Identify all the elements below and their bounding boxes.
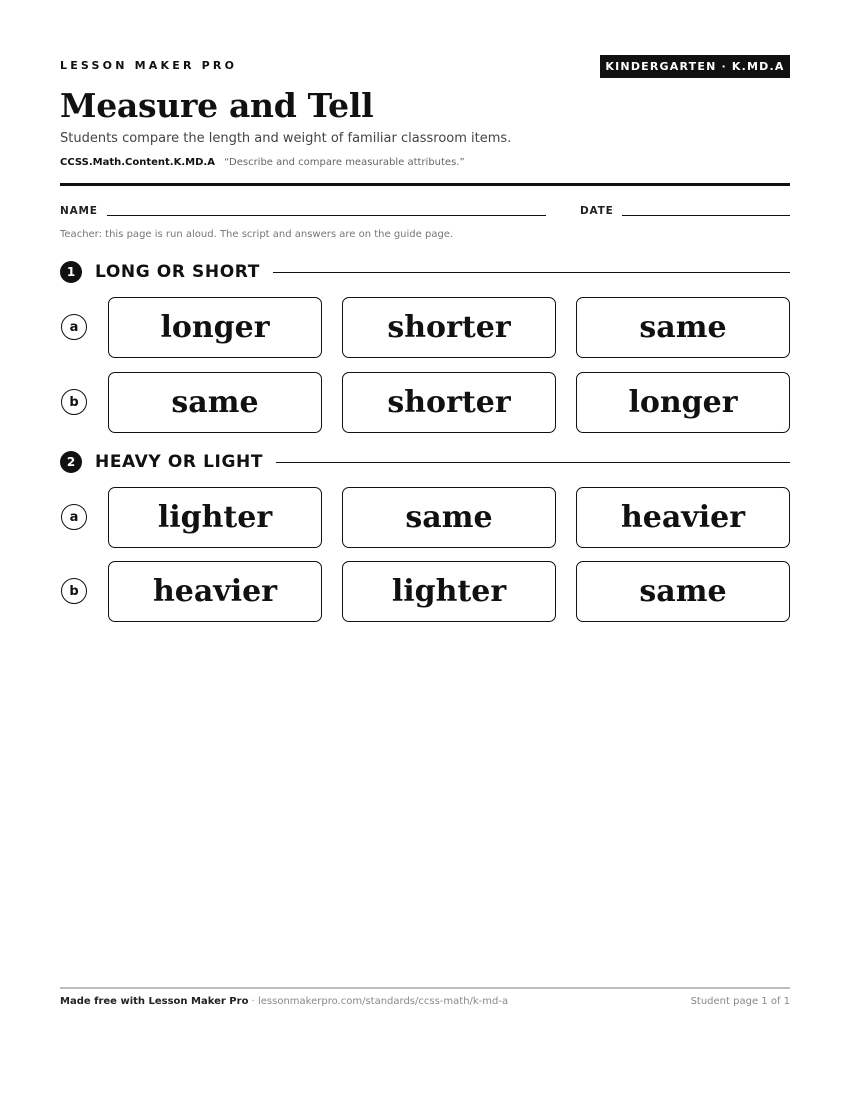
name-field[interactable] — [107, 215, 546, 216]
standard-reference — [60, 157, 465, 168]
name-label: NAME — [60, 205, 98, 217]
answer-option-2a-3[interactable]: heavier — [576, 487, 790, 548]
teacher-note: Teacher: this page is run aloud. The script and answers are on the guide page. — [60, 229, 454, 240]
row-letter-2b: b — [61, 578, 87, 604]
row-letter-1a: a — [61, 314, 87, 340]
date-field[interactable] — [622, 215, 790, 216]
answer-option-1b-3[interactable]: longer — [576, 372, 790, 433]
answer-option-2b-3[interactable]: same — [576, 561, 790, 622]
footer-made-with: Made free with Lesson Maker Pro — [60, 996, 249, 1007]
page-subtitle: Students compare the length and weight of familiar classroom items. — [60, 131, 512, 146]
footer-divider — [60, 987, 790, 989]
section-title: HEAVY OR LIGHT — [95, 452, 264, 472]
standard-description: “Describe and compare measurable attributes.” — [224, 157, 465, 168]
grade-badge: KINDERGARTEN · K.MD.A — [600, 55, 790, 78]
section-title: LONG OR SHORT — [95, 262, 260, 282]
section-divider — [276, 462, 790, 463]
answer-option-1b-1[interactable]: same — [108, 372, 322, 433]
page-number: Student page 1 of 1 — [690, 996, 790, 1007]
answer-option-1b-2[interactable]: shorter — [342, 372, 556, 433]
answer-option-1a-2[interactable]: shorter — [342, 297, 556, 358]
answer-option-2b-2[interactable]: lighter — [342, 561, 556, 622]
row-letter-2a: a — [61, 504, 87, 530]
section-divider — [273, 272, 790, 273]
page-title: Measure and Tell — [60, 86, 374, 125]
answer-option-2a-2[interactable]: same — [342, 487, 556, 548]
answer-option-1a-1[interactable]: longer — [108, 297, 322, 358]
header-divider — [60, 183, 790, 186]
answer-option-2b-1[interactable]: heavier — [108, 561, 322, 622]
standard-code: CCSS.Math.Content.K.MD.A — [60, 157, 215, 168]
section-number-badge: 1 — [60, 261, 82, 283]
section-number-badge: 2 — [60, 451, 82, 473]
footer-url[interactable]: lessonmakerpro.com/standards/ccss-math/k-md-a — [257, 996, 509, 1007]
date-label: DATE — [580, 205, 614, 217]
footer-separator: · — [248, 996, 258, 1007]
footer-credit — [60, 996, 508, 1007]
answer-option-2a-1[interactable]: lighter — [108, 487, 322, 548]
row-letter-1b: b — [61, 389, 87, 415]
answer-option-1a-3[interactable]: same — [576, 297, 790, 358]
section-2-header — [60, 451, 790, 473]
brand-name: LESSON MAKER PRO — [60, 59, 238, 72]
section-1-header — [60, 261, 790, 283]
